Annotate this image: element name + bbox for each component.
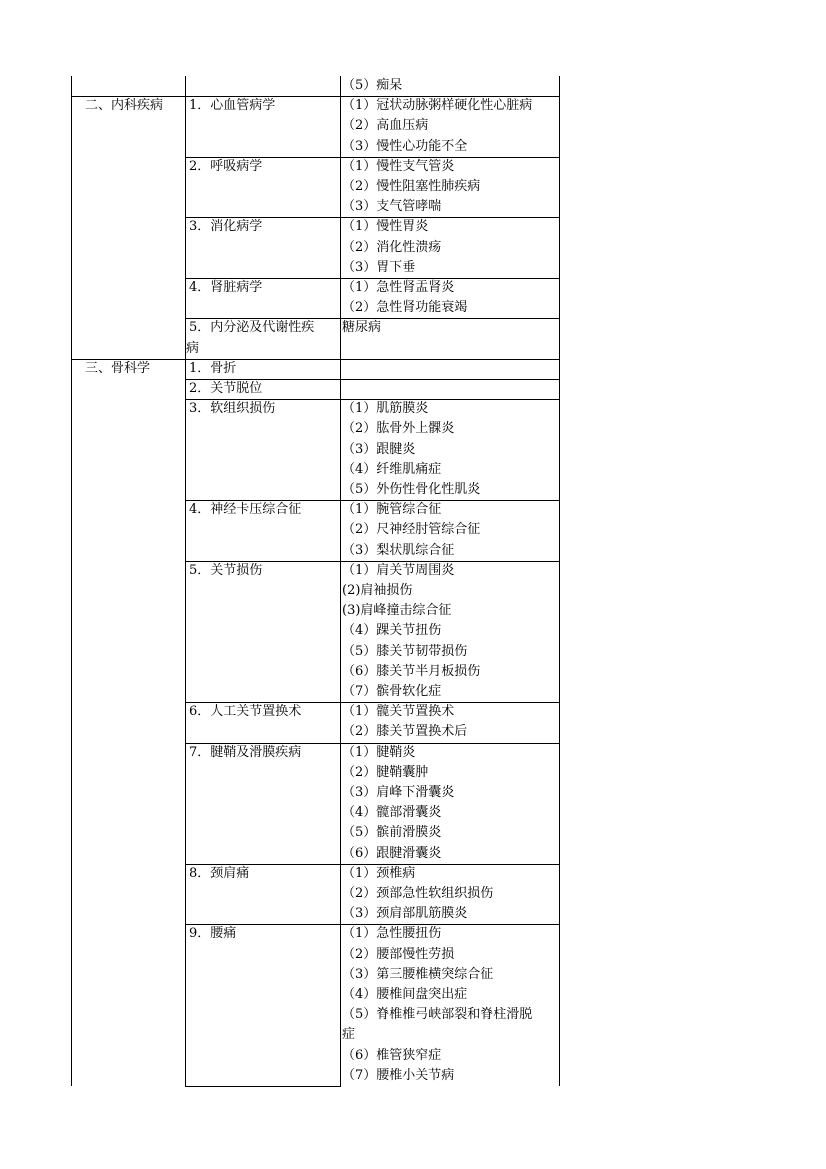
item-entry: （2）肱骨外上髁炎 [342, 421, 455, 437]
subject-cell: 1．心血管病学 [189, 98, 276, 114]
item-entry: （1）冠状动脉粥样硬化性心脏病 [342, 98, 533, 114]
item-entry: （2）消化性溃疡 [342, 239, 442, 255]
item-entry: （1）腱鞘炎 [342, 744, 416, 760]
item-entry: （5）脊椎椎弓峡部裂和脊柱滑脱 [342, 1007, 533, 1023]
item-entry: （2）急性肾功能衰竭 [342, 300, 468, 316]
item-entry: （1）急性腰扭伤 [342, 926, 442, 942]
item-entry: （3）梨状肌综合征 [342, 542, 455, 558]
subject-cell: 2．呼吸病学 [189, 158, 263, 174]
item-entry: （2）慢性阻塞性肺疾病 [342, 179, 481, 194]
item-entry: 症 [342, 1027, 356, 1043]
item-entry: （1）肌筋膜炎 [342, 401, 429, 417]
item-entry: （1）慢性支气管炎 [342, 158, 455, 174]
subject-cell: 8．颈肩痛 [189, 865, 250, 881]
subject-cell: 5．内分泌及代谢性疾 [189, 320, 315, 336]
item-entry: （2）尺神经肘管综合征 [342, 522, 481, 538]
item-entry: (3)肩峰撞击综合征 [342, 603, 452, 619]
item-entry: （7）腰椎小关节病 [342, 1067, 455, 1083]
item-entry: （3）胃下垂 [342, 259, 416, 275]
subject-cell: 3．消化病学 [189, 219, 263, 235]
subject-cell: 4．肾脏病学 [189, 280, 263, 295]
subject-cell: 5．关节损伤 [189, 562, 263, 578]
item-entry: （4）踝关节扭伤 [342, 623, 442, 639]
category-cell: 三、骨科学 [85, 360, 151, 376]
category-cell: 二、内科疾病 [85, 98, 164, 114]
item-entry: 糖尿病 [342, 320, 382, 336]
item-entry: （4）髋部滑囊炎 [342, 805, 442, 821]
subject-cell: 6．人工关节置换术 [189, 704, 302, 720]
item-entry: （3）肩峰下滑囊炎 [342, 785, 455, 800]
item-entry: （2）高血压病 [342, 118, 429, 134]
item-entry: （1）腕管综合征 [342, 502, 442, 518]
table-border-col2 [340, 76, 341, 1087]
subject-cell: 1．骨折 [189, 360, 237, 376]
subject-cell: 4．神经卡压综合征 [189, 502, 302, 518]
table-border-col1 [185, 76, 186, 1087]
subject-cell: 病 [186, 340, 200, 356]
item-entry: （1）肩关节周围炎 [342, 562, 455, 578]
item-entry: （4）纤维肌痛症 [342, 461, 442, 477]
item-entry: （3）支气管哮喘 [342, 199, 442, 215]
item-entry: （5）髌前滑膜炎 [342, 825, 442, 841]
item-entry: （3）慢性心功能不全 [342, 138, 468, 154]
item-entry: （6）膝关节半月板损伤 [342, 663, 481, 679]
item-entry: （2）腱鞘囊肿 [342, 764, 429, 780]
item-entry: （5）膝关节韧带损伤 [342, 643, 468, 659]
item-entry: （5）外伤性骨化性肌炎 [342, 482, 481, 497]
subject-cell: 2．关节脱位 [189, 381, 263, 396]
item-entry: （3）第三腰椎横突综合征 [342, 966, 494, 982]
item-entry: （7）髌骨软化症 [342, 684, 442, 699]
item-entry: （6）椎管狭窄症 [342, 1047, 442, 1063]
table-border-right [559, 76, 560, 1086]
subject-cell: 9．腰痛 [189, 926, 237, 942]
table-border-left [71, 76, 72, 1086]
item-entry: (2)肩袖损伤 [342, 583, 413, 598]
item-entry: （3）颈肩部肌筋膜炎 [342, 906, 468, 922]
subject-cell: 7．腱鞘及滑膜疾病 [189, 744, 302, 760]
item-entry: （2）膝关节置换术后 [342, 724, 468, 740]
item-entry: （1）急性肾盂肾炎 [342, 280, 455, 295]
item-entry: （2）颈部急性软组织损伤 [342, 886, 494, 901]
item-entry: （6）跟腱滑囊炎 [342, 845, 442, 861]
item-entry: （3）跟腱炎 [342, 441, 416, 457]
item-entry: （2）腰部慢性劳损 [342, 946, 455, 962]
item-entry: （5）痴呆 [342, 78, 403, 93]
item-entry: （1）髋关节置换术 [342, 704, 455, 720]
item-entry: （1）慢性胃炎 [342, 219, 429, 235]
item-entry: （1）颈椎病 [342, 865, 416, 881]
item-entry: （4）腰椎间盘突出症 [342, 987, 468, 1002]
subject-cell: 3．软组织损伤 [189, 401, 276, 417]
row-divider [185, 1086, 341, 1087]
